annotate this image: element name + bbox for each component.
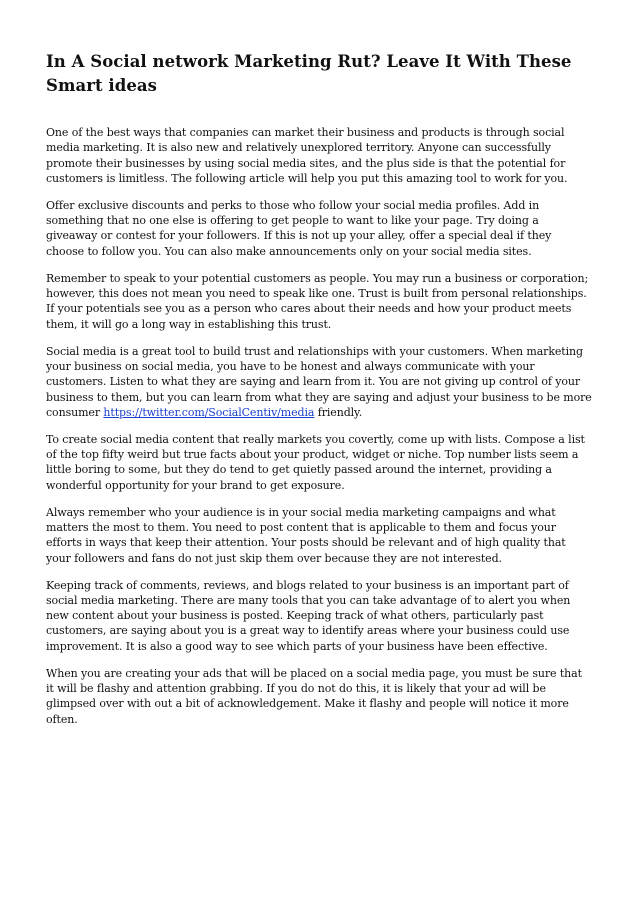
paragraph-trust <box>46 344 592 420</box>
paragraph-tracking: Keeping track of comments, reviews, and blogs related to your business is an important part of social media marketing. There are many tools that you can take advantage of to alert you when new content about your business is posted. Keeping track of what others, particularly past customers, are saying about you is a great way to identify areas where your business could use improvement. It is also a good way to see which parts of your business have been effective. <box>46 578 571 653</box>
twitter-link[interactable]: https://twitter.com/SocialCentiv/media <box>103 405 315 419</box>
paragraph-ads: When you are creating your ads that will be placed on a social media page, you must be sure that it will be flashy and attention grabbing. If you do not do this, it is likely that your ad will be glimpsed over with out a bit of acknowledgement. Make it flashy and people will notice it more often. <box>46 666 582 726</box>
article-title: In A Social network Marketing Rut? Leave It With These Smart ideas <box>46 52 572 95</box>
paragraph-discounts: Offer exclusive discounts and perks to those who follow your social media profiles. Add in something that no one else is offering to get people to want to like your page. Try doing a giveaway or contest for your followers. If this is not up your alley, offer a special deal if they choose to follow you. You can also make announcements only on your social media sites. <box>46 198 552 258</box>
paragraph-intro: One of the best ways that companies can market their business and products is through social media marketing. It is also new and relatively unexplored territory. Anyone can successfully promote their businesses by using social media sites, and the plus side is that the potential for customers is limitless. The following article will help you put this amazing tool to work for you. <box>46 126 568 185</box>
paragraph-audience: Always remember who your audience is in your social media marketing campaigns and what matters the most to them. You need to post content that is applicable to them and focus your efforts in ways that keep their attention. Your posts should be relevant and of high quality that your followers and fans do not just skip them over because they are not interested. <box>46 505 566 565</box>
paragraph-trust-tail: friendly. <box>314 405 363 419</box>
paragraph-trust-text: Social media is a great tool to build trust and relationships with your customers. When marketing your business on social media, you have to be honest and always communicate with your customers. Listen to what they are saying and learn from it. You are not giving up control of your business to them, but you can learn from what they are saying and adjust your business to be more consumer <box>46 344 592 419</box>
paragraph-speak-as-people: Remember to speak to your potential customers as people. You may run a business or corporation; however, this does not mean you need to speak like one. Trust is built from personal relationships. If your potentials see you as a person who cares about their needs and how your product meets them, it will go a long way in establishing this trust. <box>46 271 589 331</box>
paragraph-lists: To create social media content that really markets you covertly, come up with lists. Compose a list of the top fifty weird but true facts about your product, widget or niche. Top number lists seem a little boring to some, but they do tend to get quietly passed around the internet, providing a wonderful opportunity for your brand to get exposure. <box>46 432 585 492</box>
